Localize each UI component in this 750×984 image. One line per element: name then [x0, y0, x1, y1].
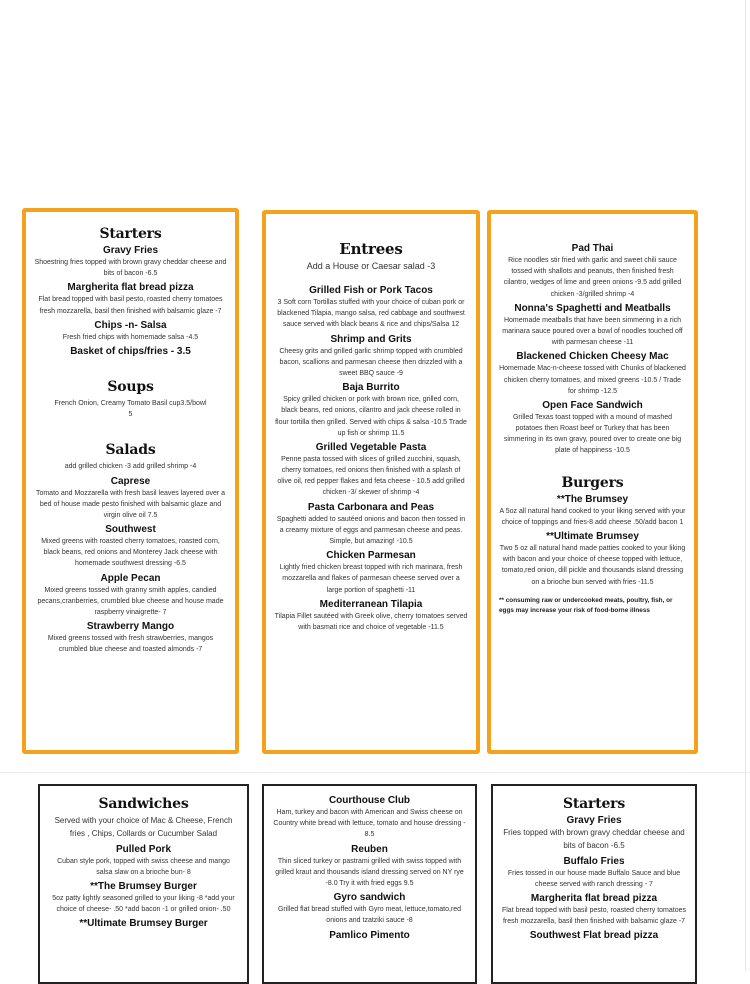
- menu-item-name: Southwest: [105, 524, 156, 536]
- section-title-entrees: Entrees: [339, 240, 403, 258]
- menu-item-desc: Penne pasta tossed with slices of grilled zucchini, squash, cherry tomatoes, red onions then finished with a splash of olive oil, red pepper flakes and feta cheese - 10.5 add grilled chicken -3/ skewer of shrimp -4: [277, 455, 465, 497]
- menu-item-desc: Grilled Texas toast topped with a mound of mashed potatoes then Roast beef or Turkey that has been simmering in its own gravy, poured over to create one big plate of happiness -10.5: [503, 413, 682, 455]
- menu-item-name: Nonna's Spaghetti and Meatballs: [514, 302, 671, 314]
- section-title-sandwiches: Sandwiches: [98, 796, 189, 812]
- menu-panel-starters-2: [491, 784, 697, 984]
- section-title-starters: Starters: [99, 226, 162, 242]
- menu-panel-starters-soups-salads: [22, 208, 239, 754]
- menu-item-desc: Spaghetti added to sautéed onions and bacon then tossed in a creamy mixture of eggs and parmesan cheese and peas. Simple, but amazing! -10.5: [276, 515, 466, 545]
- menu-item-desc: Two 5 oz all natural hand made patties cooked to your liking with bacon and your choice of cheese topped with lettuce, tomato,red onion, dill pickle and thousands island dressing on a brioche bun served with fries -11.5: [499, 545, 686, 586]
- menu-item-desc: Homemade Mac-n-cheese tossed with Chunks of blackened chicken cherry tomatoes, and mixed greens -10.5 / Trade for shrimp -12.5: [499, 365, 686, 395]
- menu-item-name: Basket of chips/fries - 3.5: [70, 345, 191, 357]
- menu-item-name: Reuben: [351, 843, 388, 855]
- menu-item-name: Shrimp and Grits: [330, 333, 412, 345]
- section-divider: [0, 772, 750, 773]
- menu-item-name: Pulled Pork: [115, 843, 171, 855]
- menu-item-desc: Shoestring fries topped with brown gravy cheddar cheese and bits of bacon -6.5: [34, 259, 227, 278]
- menu-item-name: Blackened Chicken Cheesy Mac: [516, 351, 669, 363]
- menu-item-name: Pasta Carbonara and Peas: [307, 501, 435, 513]
- menu-item-desc: Rice noodles stir fried with garlic and sweet chili sauce tossed with shallots and peanuts, then finished fresh cilantro, wedges of lime and green onions -9.5 add grilled chicken -3/grilled shrimp -4: [503, 257, 682, 298]
- menu-item-desc: Mixed greens with roasted cherry tomatoes, roasted corn, black beans, red onions and Monterey Jack cheese with homemade southwest dressing -6.5: [41, 538, 220, 568]
- menu-item-desc: Grilled flat bread stuffed with Gyro meat, lettuce,tomato,red onions and tzatziki sauce -8: [277, 906, 462, 925]
- menu-item-name: Apple Pecan: [100, 572, 161, 584]
- menu-item-name: Southwest Flat bread pizza: [529, 930, 659, 942]
- menu-item-desc: 5oz patty lightly seasoned grilled to your liking -8 *add your choice of cheese- .50 *add bacon -1 or grilled onion- .50: [52, 894, 235, 914]
- menu-item-name: **Ultimate Brumsey: [546, 531, 639, 542]
- sandwiches-sides: Served with your choice of Mac & Cheese, French fries , Chips, Collards or Cucumber Salad: [54, 816, 233, 838]
- section-title-salads: Salads: [105, 442, 156, 459]
- menu-item-desc: Flat bread topped with basil pesto, roasted cherry tomatoes fresh mozzarella, basil then finished with balsamic glaze -7: [501, 906, 687, 926]
- menu-item-name: Margherita flat bread pizza: [67, 282, 194, 294]
- menu-item-name: Mediterranean Tilapia: [319, 598, 423, 610]
- menu-panel-sandwiches-continued: [262, 784, 477, 984]
- menu-item-desc: Fries topped with brown gravy cheddar cheese and bits of bacon -6.5: [503, 828, 685, 850]
- menu-item-name: Grilled Vegetable Pasta: [315, 441, 427, 453]
- menu-item-name: **The Brumsey: [556, 493, 629, 505]
- section-title-soups: Soups: [107, 378, 154, 395]
- menu-panel-entrees: [262, 210, 480, 754]
- salads-addons: add grilled chicken -3 add grilled shrimp -4: [64, 463, 197, 471]
- entrees-salad-addon: Add a House or Caesar salad -3: [306, 261, 436, 271]
- menu-item-desc: Mixed greens tossed with fresh strawberries, mangos crumbled blue cheese and toasted almonds -7: [47, 635, 214, 654]
- menu-item-name: Caprese: [110, 475, 151, 487]
- menu-item-name: Gravy Fries: [102, 245, 159, 256]
- section-title-burgers: Burgers: [561, 474, 624, 491]
- menu-item-desc: Tilapia Fillet sautéed with Greek olive, cherry tomatoes served with basmati rice and choice of vegetable -11.5: [274, 612, 468, 631]
- menu-item-name: **Ultimate Brumsey Burger: [79, 918, 208, 930]
- menu-item-desc: Lightly fried chicken breast topped with rich marinara, fresh mozzarella and flakes of parmesan cheese served over a large portion of spaghetti -11: [279, 564, 463, 594]
- menu-item-desc: Mixed greens tossed with granny smith apples, candied pecans,cranberries, crumbled blue cheese and house made raspberry vinaigrette- 7: [37, 586, 224, 616]
- menu-item-name: Grilled Fish or Pork Tacos: [309, 285, 433, 296]
- food-safety-note: ** consuming raw or undercooked meats, poultry, fish, or eggs may increase your risk of food-borne illness: [499, 596, 673, 614]
- menu-item-desc: Ham, turkey and bacon with American and Swiss cheese on Country white bread with lettuce, tomato and house dressing - 8.5: [273, 809, 466, 839]
- menu-item-name: Strawberry Mango: [86, 621, 175, 633]
- menu-item-name: Margherita flat bread pizza: [530, 892, 658, 904]
- menu-item-name: Buffalo Fries: [563, 855, 625, 867]
- menu-item-desc: Flat bread topped with basil pesto, roasted cherry tomatoes fresh mozzarella, basil then finished with balsamic glaze -7: [38, 296, 223, 315]
- page-edge: [745, 0, 746, 971]
- menu-item-desc: Spicy grilled chicken or pork with brown rice, grilled corn, black beans, red onions, cilantro and jack cheese rolled in flour tortilla then grilled. Served with chips & salsa -10.5 Trade up fish or shrimp 11.5: [275, 396, 467, 437]
- menu-item-desc: Cheesy grits and grilled garlic shrimp topped with crumbled bacon, scallions and parmesan cheese then drizzled with a sweet BBQ sauce -9: [279, 347, 463, 377]
- menu-item-desc: 3 Soft corn Tortillas stuffed with your choice of cuban pork or blackened Tilapia, mango salsa, red cabbage and southwest sauce served with black beans & rice and chips/Salsa 12: [277, 299, 465, 329]
- soups-desc: French Onion, Creamy Tomato Basil cup3.5/bowl 5: [54, 399, 207, 419]
- menu-item-name: Chicken Parmesan: [326, 550, 416, 562]
- menu-item-name: Open Face Sandwich: [542, 399, 643, 411]
- menu-item-name: Baja Burrito: [342, 382, 400, 394]
- section-title-starters: Starters: [562, 796, 626, 812]
- menu-panel-sandwiches: [38, 784, 249, 984]
- menu-item-desc: Tomato and Mozzarella with fresh basil leaves layered over a bed of house made pesto finished with balsamic glaze and virgin olive oil 7.5: [35, 489, 226, 519]
- menu-item-desc: Fries tossed in our house made Buffalo Sauce and blue cheese served with ranch dressing - 7: [507, 869, 681, 888]
- menu-item-desc: Homemade meatballs that have been simmering in a rich marinara sauce poured over a bowl of noodles touched off with parmesan cheese -11: [502, 316, 683, 347]
- menu-item-name: Gravy Fries: [566, 815, 622, 826]
- menu-item-name: **The Brumsey Burger: [90, 880, 197, 892]
- menu-item-name: Pamlico Pimento: [329, 929, 410, 941]
- menu-item-desc: Fresh fried chips with homemade salsa -4.5: [62, 333, 199, 341]
- menu-item-name: Courthouse Club: [328, 795, 411, 806]
- menu-item-name: Chips -n- Salsa: [94, 319, 167, 331]
- menu-item-desc: Thin sliced turkey or pastrami grilled with swiss topped with grilled kraut and thousands island dressing served on NY rye -8.0 Try it with fried eggs 9.5: [275, 857, 464, 887]
- menu-panel-mains-burgers: [487, 210, 698, 754]
- menu-item-name: Gyro sandwich: [333, 892, 406, 904]
- menu-item-desc: A 5oz all natural hand cooked to your liking served with your choice of toppings and fries-8 add cheese .50/add bacon 1: [499, 507, 686, 526]
- menu-item-desc: Cuban style pork, topped with swiss cheese and mango salsa slaw on a brioche bun- 8: [57, 857, 230, 876]
- menu-item-name: Pad Thai: [571, 243, 614, 254]
